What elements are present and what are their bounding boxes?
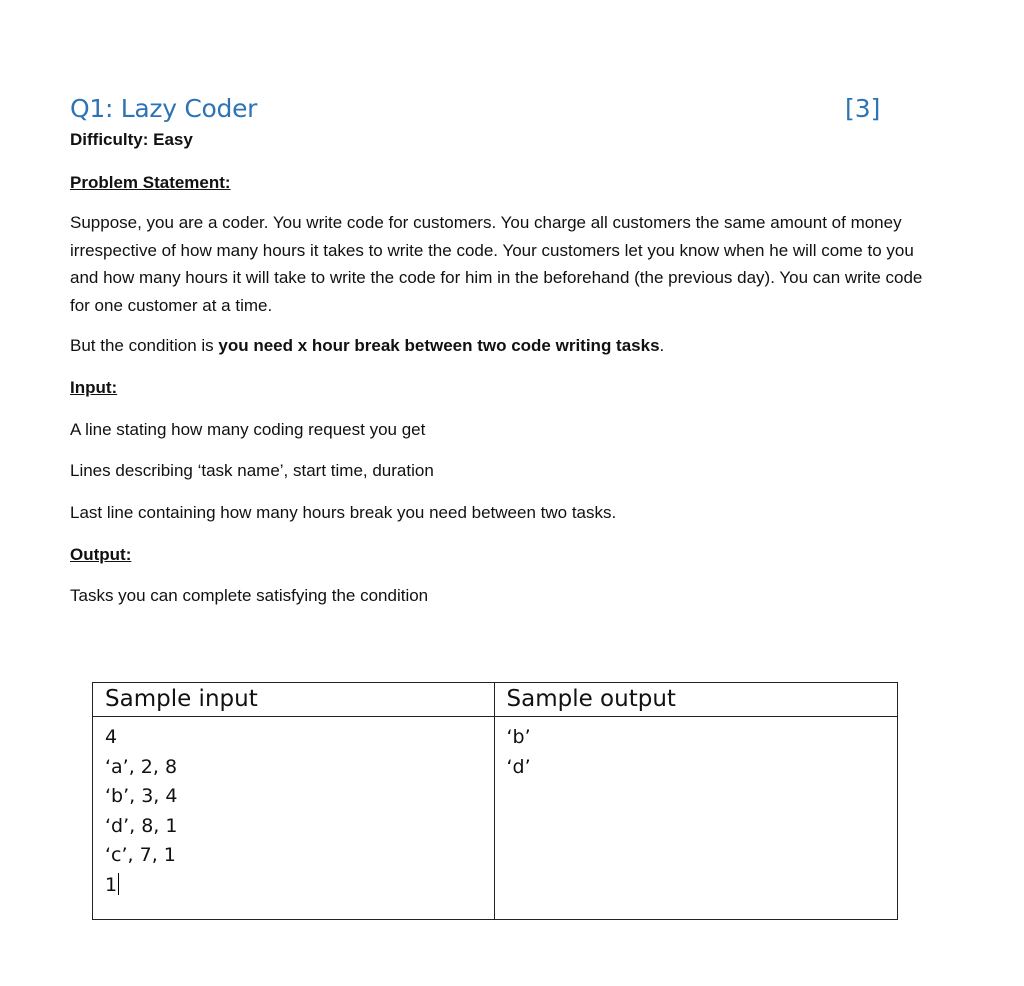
condition-bold: you need x hour break between two code writing tasks <box>218 336 660 355</box>
text-cursor <box>118 873 119 895</box>
condition-prefix: But the condition is <box>70 336 219 355</box>
sample-table-header-row <box>93 683 898 717</box>
sample-output-line: ‘b’ <box>506 726 531 748</box>
output-heading: Output: <box>70 545 132 564</box>
question-marks: [3] <box>845 94 881 123</box>
difficulty-label: Difficulty: Easy <box>70 130 193 149</box>
sample-table <box>92 682 898 920</box>
question-title: Q1: Lazy Coder <box>70 94 258 123</box>
input-line-1: A line stating how many coding request you get <box>70 420 426 439</box>
input-line-2: Lines describing ‘task name’, start time, duration <box>70 461 434 480</box>
problem-statement-heading: Problem Statement: <box>70 173 231 192</box>
input-line-3: Last line containing how many hours break you need between two tasks. <box>70 503 617 522</box>
sample-input-line: ‘d’, 8, 1 <box>105 814 178 837</box>
sample-input-line: 4 <box>105 726 118 748</box>
sample-input-line: ‘b’, 3, 4 <box>105 785 178 807</box>
sample-input-last-line <box>105 871 482 901</box>
condition-line <box>70 336 664 356</box>
sample-input-line: ‘a’, 2, 8 <box>105 755 178 778</box>
condition-suffix: . <box>659 336 665 355</box>
sample-output-header: Sample output <box>494 683 898 717</box>
output-line: Tasks you can complete satisfying the condition <box>70 586 429 605</box>
sample-input-line: 1 <box>105 873 118 896</box>
sample-output-cell[interactable] <box>494 717 898 920</box>
sample-input-header: Sample input <box>93 683 495 717</box>
input-heading: Input: <box>70 378 118 397</box>
sample-table-body-row <box>93 717 898 920</box>
problem-paragraph: Suppose, you are a coder. You write code for customers. You charge all customers the same amount of money irrespective of how many hours it takes to write the code. Your customers let you know when he will come to you and how many hours it will take to write the code for him in the beforehand (the previous day). You can write code for one customer at a time. <box>70 213 923 315</box>
sample-output-line: ‘d’ <box>506 755 531 778</box>
sample-input-line: ‘c’, 7, 1 <box>105 844 176 866</box>
sample-input-cell[interactable] <box>93 717 495 920</box>
